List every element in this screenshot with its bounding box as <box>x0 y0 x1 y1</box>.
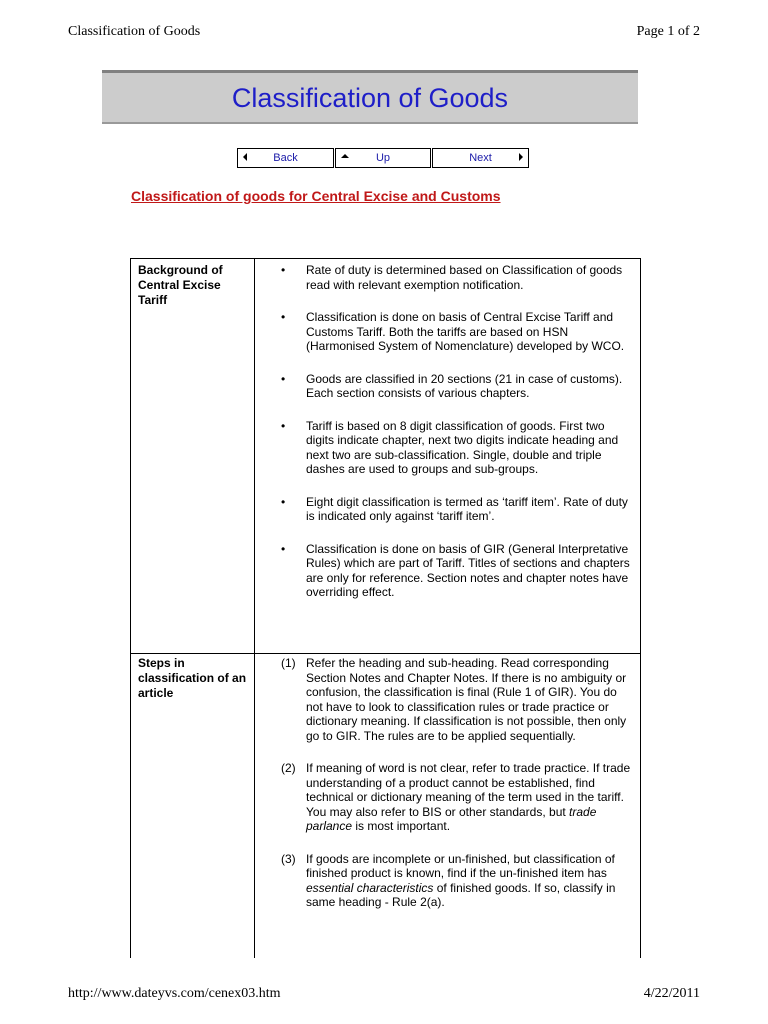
background-bullet-list <box>281 263 633 618</box>
list-item <box>281 761 633 834</box>
page-title: Classification of Goods <box>231 83 509 113</box>
print-footer-url: http://www.dateyvs.com/cenex03.htm <box>68 986 281 1001</box>
bullet-icon: • <box>281 263 286 277</box>
list-item: • Goods are classified in 20 sections (21 in case of customs). Each section consists of various chapters. <box>281 371 623 400</box>
row-divider <box>131 653 640 654</box>
steps-list <box>281 656 633 928</box>
bullet-icon: • <box>281 310 286 324</box>
bullet-icon: • <box>281 494 286 509</box>
emphasis-text: trade parlance <box>306 804 597 833</box>
step-text: If goods are incomplete or un-finished, but classification of finished product is known, find if the un-finished item has essential characteristics of finished goods. If so, classify in same heading - Rule 2(a). <box>306 851 616 909</box>
step-number: (3) <box>281 851 296 866</box>
list-item <box>281 852 633 910</box>
column-divider <box>254 259 255 958</box>
back-label: Back <box>273 152 298 164</box>
bullet-icon: • <box>281 418 286 433</box>
next-button[interactable] <box>432 148 529 168</box>
arrow-right-icon <box>519 153 523 161</box>
print-footer-date: 4/22/2011 <box>643 986 700 1001</box>
next-label: Next <box>469 152 492 164</box>
step-number: (2) <box>281 761 296 775</box>
back-button[interactable] <box>237 148 334 168</box>
up-button[interactable] <box>335 148 431 168</box>
list-item: • Tariff is based on 8 digit classification of goods. First two digits indicate chapter, next two digits indicate heading and next two are sub-classification. Single, double and triple dashes are used to groups and sub-groups. <box>281 418 619 476</box>
bullet-icon: • <box>281 371 286 386</box>
title-banner <box>102 70 638 124</box>
list-item: • Rate of duty is determined based on Classification of goods read with relevant exemption notification. <box>281 263 623 292</box>
print-header-title: Classification of Goods <box>68 24 201 39</box>
step-text: If meaning of word is not clear, refer to trade practice. If trade understanding of a product cannot be established, find technical or dictionary meaning of the term used in the tariff. You may also refer to BIS or other standards, but trade parlance is most important. <box>306 761 631 833</box>
step-text: Refer the heading and sub-heading. Read corresponding Section Notes and Chapter Notes. If there is no ambiguity or confusion, the classification is final (Rule 1 of GIR). You do not have to look to classification rules or trade practice or dictionary meaning. If classification is not possible, then only go to GIR. The rules are to be applied sequentially. <box>306 656 627 743</box>
up-label: Up <box>375 152 391 164</box>
list-item: • Classification is done on basis of Central Excise Tariff and Customs Tariff. Both the tariffs are based on HSN (Harmonised System of Nomenclature) developed by WCO. <box>281 310 625 353</box>
content-table <box>130 258 641 958</box>
row-label-background: Background of Central Excise Tariff <box>138 263 223 307</box>
section-subtitle: Classification of goods for Central Excise and Customs <box>131 188 501 204</box>
list-item: • Classification is done on basis of GIR (General Interpretative Rules) which are part of Tariff. Titles of sections and chapters are only for reference. Section notes and chapter notes have overriding effect. <box>281 541 630 599</box>
list-item <box>281 656 633 743</box>
row-label-steps: Steps in classification of an article <box>138 656 247 700</box>
list-item: • Eight digit classification is termed as ‘tariff item’. Rate of duty is indicated only against ‘tariff item’. <box>281 494 628 523</box>
bullet-icon: • <box>281 541 286 556</box>
step-number: (1) <box>281 656 296 670</box>
print-header-page: Page 1 of 2 <box>636 24 700 39</box>
emphasis-text: essential characteristics <box>306 880 434 895</box>
